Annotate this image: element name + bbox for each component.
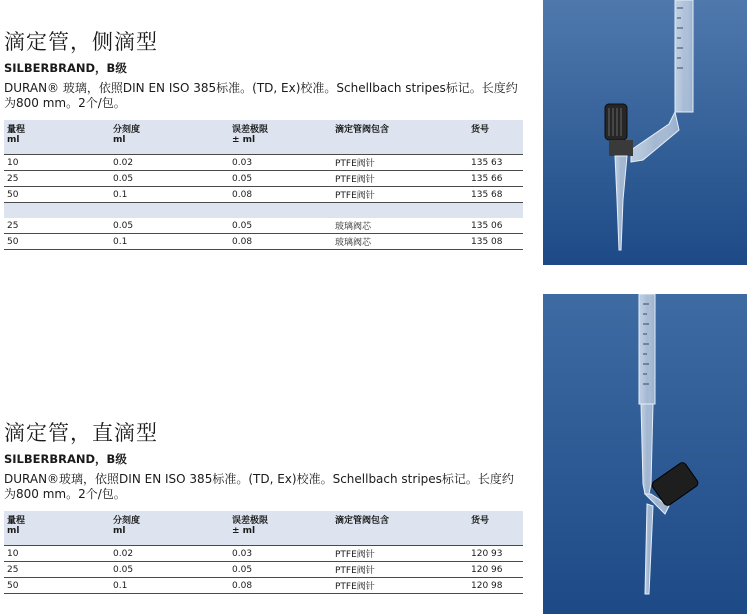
cell-division: 0.05 [110,171,229,187]
section-title: 滴定管，直滴型 [4,421,158,445]
table-spacer-row [4,203,523,219]
description: DURAN®玻璃，依照DIN EN ISO 385标准。(TD, Ex)校准。Schellbach stripes标记。长度约为800 mm。2个/包。 [4,472,514,501]
header-division: 分刻度 ml [113,516,141,536]
cell-tolerance: 0.05 [229,562,332,578]
header-stopcock: 滴定管阀包含 [335,516,390,526]
table-header-row [4,120,523,155]
cell-stopcock: PTFE阀针 [332,546,468,562]
header-catno: 货号 [471,516,490,526]
table-header-row [4,511,523,546]
cell-range: 50 [4,234,110,250]
cell-stopcock: PTFE阀针 [332,562,468,578]
cell-stopcock: PTFE阀针 [332,578,468,594]
description: DURAN® 玻璃，依照DIN EN ISO 385标准。(TD, Ex)校准。Schellbach stripes标记。长度约为800 mm。2个/包。 [4,81,518,110]
cell-range: 25 [4,218,110,234]
cell-tolerance: 0.08 [229,578,332,594]
header-division: 分刻度 ml [113,125,141,145]
cell-tolerance: 0.08 [229,234,332,250]
cell-range: 10 [4,155,110,171]
cell-division: 0.1 [110,578,229,594]
cell-catno: 135 08 [468,234,523,250]
table-row [4,562,523,578]
table-row [4,171,523,187]
cell-range: 10 [4,546,110,562]
cell-catno: 120 98 [468,578,523,594]
cell-catno: 135 06 [468,218,523,234]
product-table [4,120,523,250]
cell-range: 50 [4,187,110,203]
product-table [4,511,523,594]
table-row [4,546,523,562]
table-row [4,155,523,171]
header-range: 量程 ml [7,125,26,145]
cell-tolerance: 0.03 [229,546,332,562]
product-photo-straight-burette [543,294,747,614]
cell-stopcock: 玻璃阀芯 [332,218,468,234]
cell-catno: 135 63 [468,155,523,171]
cell-stopcock: PTFE阀针 [332,155,468,171]
cell-tolerance: 0.03 [229,155,332,171]
cell-division: 0.02 [110,155,229,171]
cell-tolerance: 0.08 [229,187,332,203]
header-catno: 货号 [471,125,490,135]
cell-tolerance: 0.05 [229,171,332,187]
table-row [4,218,523,234]
table-row [4,187,523,203]
burette-illustration [543,0,747,265]
cell-tolerance: 0.05 [229,218,332,234]
section-side-burette [4,29,524,250]
header-tolerance: 误差极限 ± ml [232,125,269,145]
brand-line: SILBERBRAND，B级 [4,61,127,75]
header-range: 量程 ml [7,516,26,536]
cell-range: 50 [4,578,110,594]
brand-line: SILBERBRAND，B级 [4,452,127,466]
table-row [4,234,523,250]
burette-illustration [543,294,747,614]
cell-range: 25 [4,562,110,578]
cell-catno: 135 66 [468,171,523,187]
cell-stopcock: 玻璃阀芯 [332,234,468,250]
cell-division: 0.05 [110,562,229,578]
header-tolerance: 误差极限 ± ml [232,516,269,536]
header-stopcock: 滴定管阀包含 [335,125,390,135]
cell-catno: 120 96 [468,562,523,578]
table-row [4,578,523,594]
cell-division: 0.1 [110,234,229,250]
cell-division: 0.1 [110,187,229,203]
cell-division: 0.05 [110,218,229,234]
cell-catno: 135 68 [468,187,523,203]
section-straight-burette [4,420,524,594]
cell-division: 0.02 [110,546,229,562]
cell-range: 25 [4,171,110,187]
section-title: 滴定管，侧滴型 [4,30,158,54]
cell-stopcock: PTFE阀针 [332,187,468,203]
cell-catno: 120 93 [468,546,523,562]
cell-stopcock: PTFE阀针 [332,171,468,187]
product-photo-side-burette [543,0,747,265]
